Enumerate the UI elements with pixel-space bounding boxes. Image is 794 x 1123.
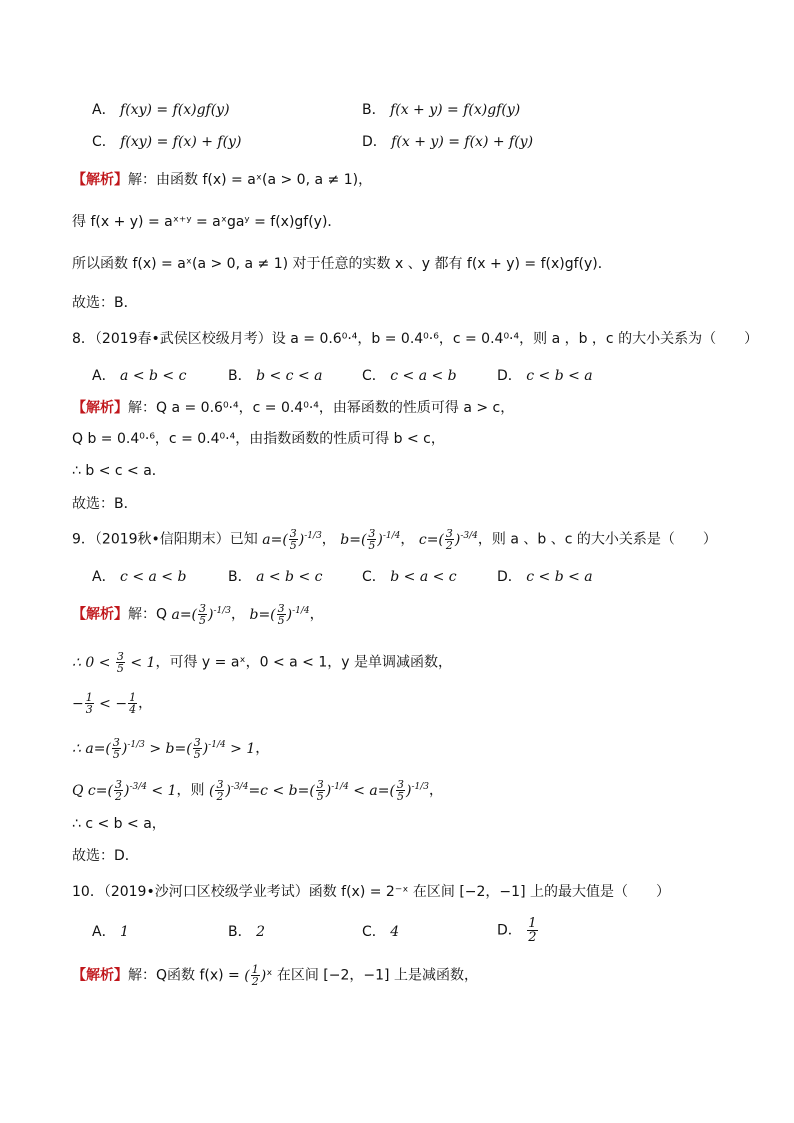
q10-stem: 10．（2019•沙河口区校级学业考试）函数 f(x) = 2⁻ˣ 在区间 [−2，−1] 上的最大值是（ ） — [72, 884, 670, 900]
q9-option-d — [497, 567, 593, 587]
q9-option-a — [92, 567, 186, 587]
stem-formula-c: c=( $\frac{3}{2}$ )$^{-3/4}$ — [418, 527, 478, 552]
q8-option-b — [228, 366, 322, 386]
option-text: f(x + y) = f(x)gf(y) — [390, 102, 521, 118]
option-letter: B． — [228, 569, 252, 585]
q9-option-b — [228, 567, 322, 587]
q7-analysis-line-2: 得 f(x + y) = aˣ⁺ʸ = aˣgaʸ = f(x)gf(y)． — [72, 214, 342, 230]
stem-formula-a: a=( $\frac{3}{5}$ )$^{-1/3}$ — [262, 527, 322, 552]
q8-option-a — [92, 366, 186, 386]
analysis-text: ，可得 y = aˣ，0 < a < 1，y 是单调减函数， — [155, 654, 453, 671]
q10-option-a — [92, 922, 129, 942]
q8-option-c — [362, 366, 457, 386]
option-text: c < a < b — [120, 569, 187, 585]
stem-text: 9．（2019秋•信阳期末）已知 — [72, 531, 258, 548]
q7-option-b — [362, 100, 520, 120]
option-letter: D． — [497, 922, 522, 939]
fraction: $\frac{3}{5}$ — [289, 527, 297, 552]
option-letter: C． — [362, 368, 386, 384]
option-letter: A． — [92, 569, 116, 585]
option-text: 2 — [256, 924, 265, 940]
q10-option-c — [362, 922, 399, 942]
option-letter: C． — [362, 569, 386, 585]
option-letter: C． — [362, 924, 386, 940]
option-text: f(xy) = f(x)gf(y) — [120, 102, 230, 118]
q8-stem: 8．（2019春•武侯区校级月考）设 a = 0.6⁰·⁴，b = 0.4⁰·⁶，c = 0.4⁰·⁴，则 a ，b ，c 的大小关系为（ ） — [72, 331, 759, 347]
option-letter: B． — [362, 102, 386, 118]
analysis-tag: 【解析】 — [72, 967, 128, 984]
option-letter: B． — [228, 924, 252, 940]
fraction: $\frac{3}{5}$ — [368, 527, 376, 552]
q7-option-c — [92, 132, 241, 152]
option-letter: A． — [92, 102, 116, 118]
q10-option-b — [228, 922, 265, 942]
q10-analysis-line-1: 【解析】解：Q函数 f(x) = ( $\frac{1}{2}$ )ˣ 在区间 [−2，−1] 上是减函数， — [72, 963, 478, 988]
option-text: a < b < c — [256, 569, 323, 585]
q10-option-d: D． $\frac{1}{2}$ — [497, 916, 537, 945]
option-letter: C． — [92, 134, 116, 150]
fraction: $\frac{3}{2}$ — [445, 527, 453, 552]
q9-stem: 9．（2019秋•信阳期末）已知 a=( $\frac{3}{5}$ )$^{-1/3}$， b=( $\frac{3}{5}$ )$^{-1/4}$， c=( $\frac{3}{2}$ )$^{-3/4}$，则 a 、b 、c 的大小关系是（ ） — [72, 527, 717, 552]
option-text: c < b < a — [526, 569, 593, 585]
option-text: f(x + y) = f(x) + f(y) — [391, 134, 534, 150]
q9-option-c — [362, 567, 457, 587]
option-text: c < b < a — [526, 368, 593, 384]
q8-option-d — [497, 366, 593, 386]
q9-analysis-line-6: ∴ c < b < a， — [72, 816, 166, 832]
option-letter: A． — [92, 924, 116, 940]
q7-answer-line: 故选：B． — [72, 295, 138, 311]
q9-analysis-line-4: ∴ a=( $\frac{3}{5}$ )$^{-1/3}$ > b=( $\frac{3}{5}$ )$^{-1/4}$ > 1， — [72, 736, 270, 761]
option-text: f(xy) = f(x) + f(y) — [120, 134, 242, 150]
analysis-text: ˣ 在区间 [−2，−1] 上是减函数， — [266, 967, 478, 984]
stem-text: ，则 a 、b 、c 的大小关系是（ ） — [477, 531, 717, 548]
q7-analysis-line-1 — [72, 170, 372, 190]
q9-analysis-line-2: ∴ 0 < $\frac{3}{5}$ < 1，可得 y = aˣ，0 < a < 1，y 是单调减函数， — [72, 650, 453, 675]
analysis-tag: 【解析】 — [72, 400, 128, 416]
analysis-text: 解：Q — [128, 606, 168, 623]
option-letter: D． — [497, 368, 522, 384]
q7-option-d — [362, 132, 533, 152]
option-letter: D． — [497, 569, 522, 585]
option-letter: D． — [362, 134, 387, 150]
analysis-text: 解：Q函数 f(x) = — [128, 967, 240, 984]
analysis-text: 解：由函数 f(x) = aˣ(a > 0, a ≠ 1)， — [128, 172, 373, 188]
option-text: c < a < b — [390, 368, 457, 384]
option-text: b < a < c — [390, 569, 457, 585]
q7-option-a — [92, 100, 230, 120]
stem-formula-b: b=( $\frac{3}{5}$ )$^{-1/4}$ — [340, 527, 401, 552]
option-text: b < c < a — [256, 368, 323, 384]
q8-answer-line: 故选：B． — [72, 496, 138, 512]
q8-analysis-line-1 — [72, 398, 514, 418]
q8-analysis-line-3: ∴ b < c < a． — [72, 463, 166, 479]
q7-analysis-line-3: 所以函数 f(x) = aˣ(a > 0, a ≠ 1) 对于任意的实数 x 、y 都有 f(x + y) = f(x)gf(y)． — [72, 256, 612, 272]
option-letter: A． — [92, 368, 116, 384]
option-letter: B． — [228, 368, 252, 384]
q9-analysis-line-3: − $\frac{1}{3}$ < − $\frac{1}{4}$ ， — [72, 691, 153, 716]
q9-answer-line: 故选：D． — [72, 848, 139, 864]
q9-analysis-line-5: Q c=( $\frac{3}{2}$ )$^{-3/4}$ < 1，则 ( $\frac{3}{2}$ )$^{-3/4}$=c < b=( $\frac{3}{5}$ )$^{-1/4}$ < a=( $\frac{3}{5}$ )$^{-1/3}$， — [72, 778, 443, 803]
analysis-tag: 【解析】 — [72, 606, 128, 623]
analysis-tag: 【解析】 — [72, 172, 128, 188]
option-text: 4 — [390, 924, 400, 940]
option-text: 1 — [120, 924, 129, 940]
q8-analysis-line-2: Q b = 0.4⁰·⁶，c = 0.4⁰·⁴，由指数函数的性质可得 b < c， — [72, 431, 445, 447]
option-text: a < b < c — [120, 368, 187, 384]
q9-analysis-line-1: 【解析】解：Q a=( $\frac{3}{5}$ )$^{-1/3}$， b=( $\frac{3}{5}$ )$^{-1/4}$， — [72, 602, 324, 627]
analysis-text: 解：Q a = 0.6⁰·⁴，c = 0.4⁰·⁴，由幂函数的性质可得 a > c， — [128, 400, 515, 416]
